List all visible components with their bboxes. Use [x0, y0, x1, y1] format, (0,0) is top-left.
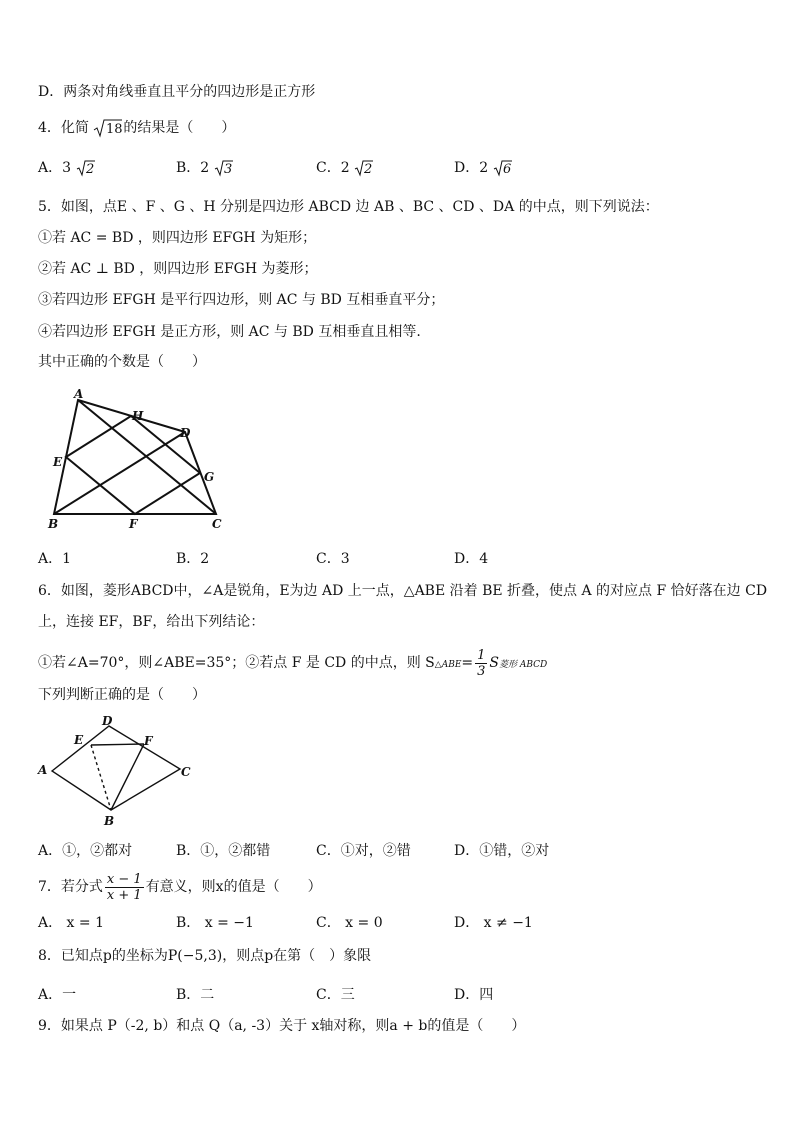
q6-option-d[interactable]: D．①错，②对: [454, 843, 550, 859]
q6-option-c[interactable]: C．①对，②错: [316, 843, 411, 859]
question-4-suffix: 的结果是（ ）: [123, 120, 236, 136]
question-6-conclusions: ①若∠A=70°，则∠ABE=35°；②若点 F 是 CD 的中点，则 S△ABE= $\frac{1}{3}$ S菱形 ABCD: [38, 647, 548, 679]
label-h: H: [132, 409, 144, 423]
q7-option-c[interactable]: C． x = 0: [316, 915, 383, 931]
question-4-options: [38, 158, 738, 178]
label-c: C: [181, 765, 191, 779]
label-f: F: [144, 734, 153, 748]
question-5-statement-1: ①若 AC = BD ，则四边形 EFGH 为矩形；: [38, 230, 317, 246]
svg-text:3: 3: [223, 162, 232, 177]
label-d: D: [180, 426, 191, 440]
q7-option-b[interactable]: B． x = −1: [176, 915, 254, 931]
label-d: D: [102, 714, 113, 728]
label-e: E: [53, 455, 63, 469]
sqrt-18: [93, 118, 123, 138]
question-6-stem-2: 上，连接 EF，BF，给出下列结论：: [38, 614, 265, 630]
question-9-stem: 9．如果点 P（-2, b）和点 Q（a, -3）关于 x轴对称，则a + b的值是（ ）: [38, 1018, 526, 1034]
rhombus-figure: [34, 712, 204, 834]
question-4-number: 4．: [38, 120, 61, 136]
label-b: B: [104, 814, 115, 828]
q5-option-d[interactable]: D．4: [454, 551, 489, 567]
q7-option-d[interactable]: D． x ≠ −1: [454, 915, 533, 931]
question-8-options: [38, 985, 738, 1005]
question-5-options: [38, 549, 738, 569]
label-f: F: [129, 517, 138, 531]
svg-text:6: 6: [502, 162, 511, 177]
q8-option-a[interactable]: A．一: [38, 987, 77, 1003]
label-b: B: [48, 517, 59, 531]
segment-ef: [91, 744, 144, 745]
question-7-options: [38, 913, 738, 933]
svg-text:2: 2: [85, 162, 94, 177]
q6-option-a[interactable]: A．①，②都对: [38, 843, 133, 859]
question-6-options: [38, 841, 738, 861]
label-a: A: [38, 763, 48, 777]
q5-option-b[interactable]: B．2: [176, 551, 210, 567]
question-6-ask: 下列判断正确的是（ ）: [38, 687, 206, 703]
q8-option-b[interactable]: B．二: [176, 987, 215, 1003]
q6-option-b[interactable]: B．①，②都错: [176, 843, 271, 859]
q5-option-a[interactable]: A．1: [38, 551, 72, 567]
fraction-x-minus-1-over-x-plus-1: $\frac{x - 1}{x + 1}$: [106, 871, 142, 903]
fraction-one-third: $\frac{1}{3}$: [477, 647, 486, 679]
question-5-statement-2: ②若 AC ⊥ BD ，则四边形 EFGH 为菱形；: [38, 261, 318, 277]
q8-option-c[interactable]: C．三: [316, 987, 355, 1003]
label-e: E: [74, 733, 84, 747]
q4-option-d[interactable]: D．2 6: [454, 160, 511, 177]
question-5-stem: 5．如图，点E 、F 、G 、H 分别是四边形 ABCD 边 AB 、BC 、CD 、DA 的中点，则下列说法：: [38, 199, 659, 215]
option-d-previous-question: D．两条对角线垂直且平分的四边形是正方形: [38, 84, 316, 100]
q7-option-a[interactable]: A． x = 1: [38, 915, 104, 931]
q8-option-d[interactable]: D．四: [454, 987, 494, 1003]
q4-option-b[interactable]: B．2 3: [176, 160, 232, 177]
label-g: G: [204, 470, 215, 484]
question-8-stem: 8．已知点p的坐标为P(−5,3)，则点p在第（ ）象限: [38, 948, 372, 964]
question-7-stem: 7．若分式 $\frac{x - 1}{x + 1}$ 有意义，则x的值是（ ）: [38, 871, 322, 903]
q4-option-a[interactable]: A．3 2: [38, 160, 94, 177]
question-4: [38, 118, 235, 138]
q4-option-c[interactable]: C．2 2: [316, 160, 373, 177]
sqrt-18-radicand: 18: [106, 122, 123, 137]
q5-option-c[interactable]: C．3: [316, 551, 350, 567]
fold-line-be: [91, 745, 111, 810]
label-a: A: [74, 387, 84, 401]
question-6-stem-1: 6．如图，菱形ABCD中，∠A是锐角，E为边 AD 上一点，△ABE 沿着 BE 折叠，使点 A 的对应点 F 恰好落在边 CD: [38, 583, 768, 599]
quadrilateral-figure: [40, 386, 240, 536]
question-4-prefix: 化简: [60, 120, 89, 136]
question-5-statement-4: ④若四边形 EFGH 是正方形，则 AC 与 BD 互相垂直且相等.: [38, 324, 421, 340]
label-c: C: [212, 517, 222, 531]
question-5-ask: 其中正确的个数是（ ）: [38, 354, 206, 370]
rhombus-abcd: [52, 726, 180, 810]
svg-text:2: 2: [364, 162, 373, 177]
question-5-statement-3: ③若四边形 EFGH 是平行四边形，则 AC 与 BD 互相垂直平分；: [38, 292, 445, 308]
